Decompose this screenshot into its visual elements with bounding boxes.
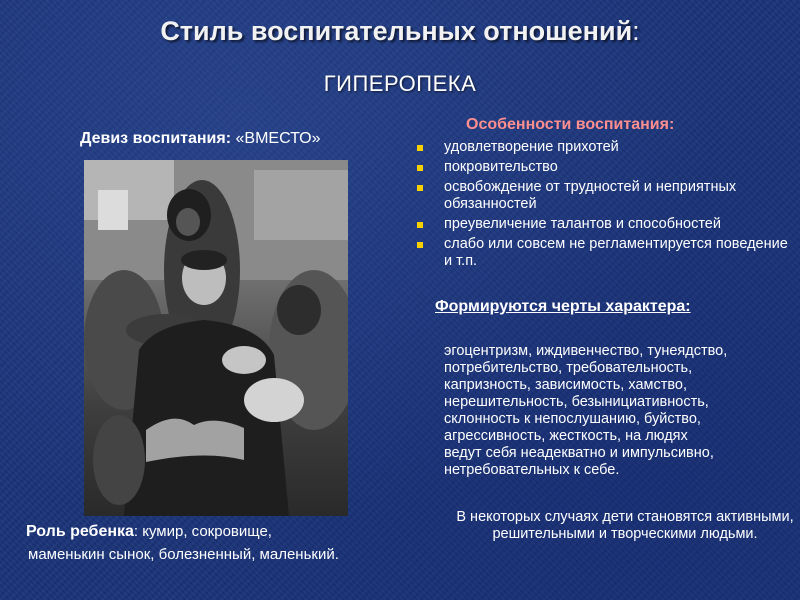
traits-line: потребительство, требовательность, bbox=[444, 360, 693, 376]
square-bullet-icon bbox=[417, 242, 423, 248]
square-bullet-icon bbox=[417, 222, 423, 228]
photo-illustration bbox=[84, 160, 348, 516]
features-list bbox=[414, 139, 794, 273]
list-item-text: освобождение от трудностей и неприятных обязанностей bbox=[444, 179, 737, 212]
square-bullet-icon bbox=[417, 165, 423, 171]
traits-line: склонность к непослушанию, буйство, bbox=[444, 411, 701, 427]
traits-line: капризность, зависимость, хамство, bbox=[444, 377, 688, 393]
traits-line: эгоцентризм, иждивенчество, тунеядство, bbox=[444, 343, 728, 359]
features-heading: Особенности воспитания: bbox=[466, 116, 675, 133]
list-item bbox=[414, 159, 794, 176]
motto bbox=[80, 130, 320, 148]
slide-title-colon: : bbox=[632, 16, 640, 46]
list-item-text: удовлетворение прихотей bbox=[444, 139, 619, 155]
traits-line: нетребовательных к себе. bbox=[444, 462, 620, 478]
traits-line: нерешительность, безынициативность, bbox=[444, 394, 709, 410]
note-text: В некоторых случаях дети становятся активными, решительными и творческими людьми. bbox=[456, 509, 794, 542]
traits-line: агрессивность, жесткость, на людях bbox=[444, 428, 688, 444]
list-item bbox=[414, 179, 794, 213]
child-role-label: Роль ребенка bbox=[26, 523, 134, 540]
list-item bbox=[414, 139, 794, 156]
photo bbox=[84, 160, 348, 516]
slide-title-text: Стиль воспитательных отношений bbox=[160, 16, 633, 46]
slide-title bbox=[0, 16, 800, 47]
child-role-line2: маменькин сынок, болезненный, маленький. bbox=[28, 546, 339, 563]
slide-subtitle: ГИПЕРОПЕКА bbox=[323, 71, 477, 96]
traits-heading: Формируются черты характера: bbox=[435, 298, 691, 315]
motto-label: Девиз воспитания: bbox=[80, 130, 232, 147]
list-item-text: слабо или совсем не регламентируется поведение и т.п. bbox=[444, 236, 788, 269]
list-item-text: преувеличение талантов и способностей bbox=[444, 216, 721, 232]
list-item-text: покровительство bbox=[444, 159, 558, 175]
child-role-line1: : кумир, сокровище, bbox=[133, 523, 272, 540]
list-item bbox=[414, 216, 794, 233]
traits-line: ведут себя неадекватно и импульсивно, bbox=[444, 445, 714, 461]
square-bullet-icon bbox=[417, 185, 423, 191]
motto-value: «ВМЕСТО» bbox=[231, 130, 321, 147]
list-item bbox=[414, 236, 794, 270]
child-role bbox=[26, 520, 339, 566]
traits-text bbox=[444, 343, 796, 479]
square-bullet-icon bbox=[417, 145, 423, 151]
